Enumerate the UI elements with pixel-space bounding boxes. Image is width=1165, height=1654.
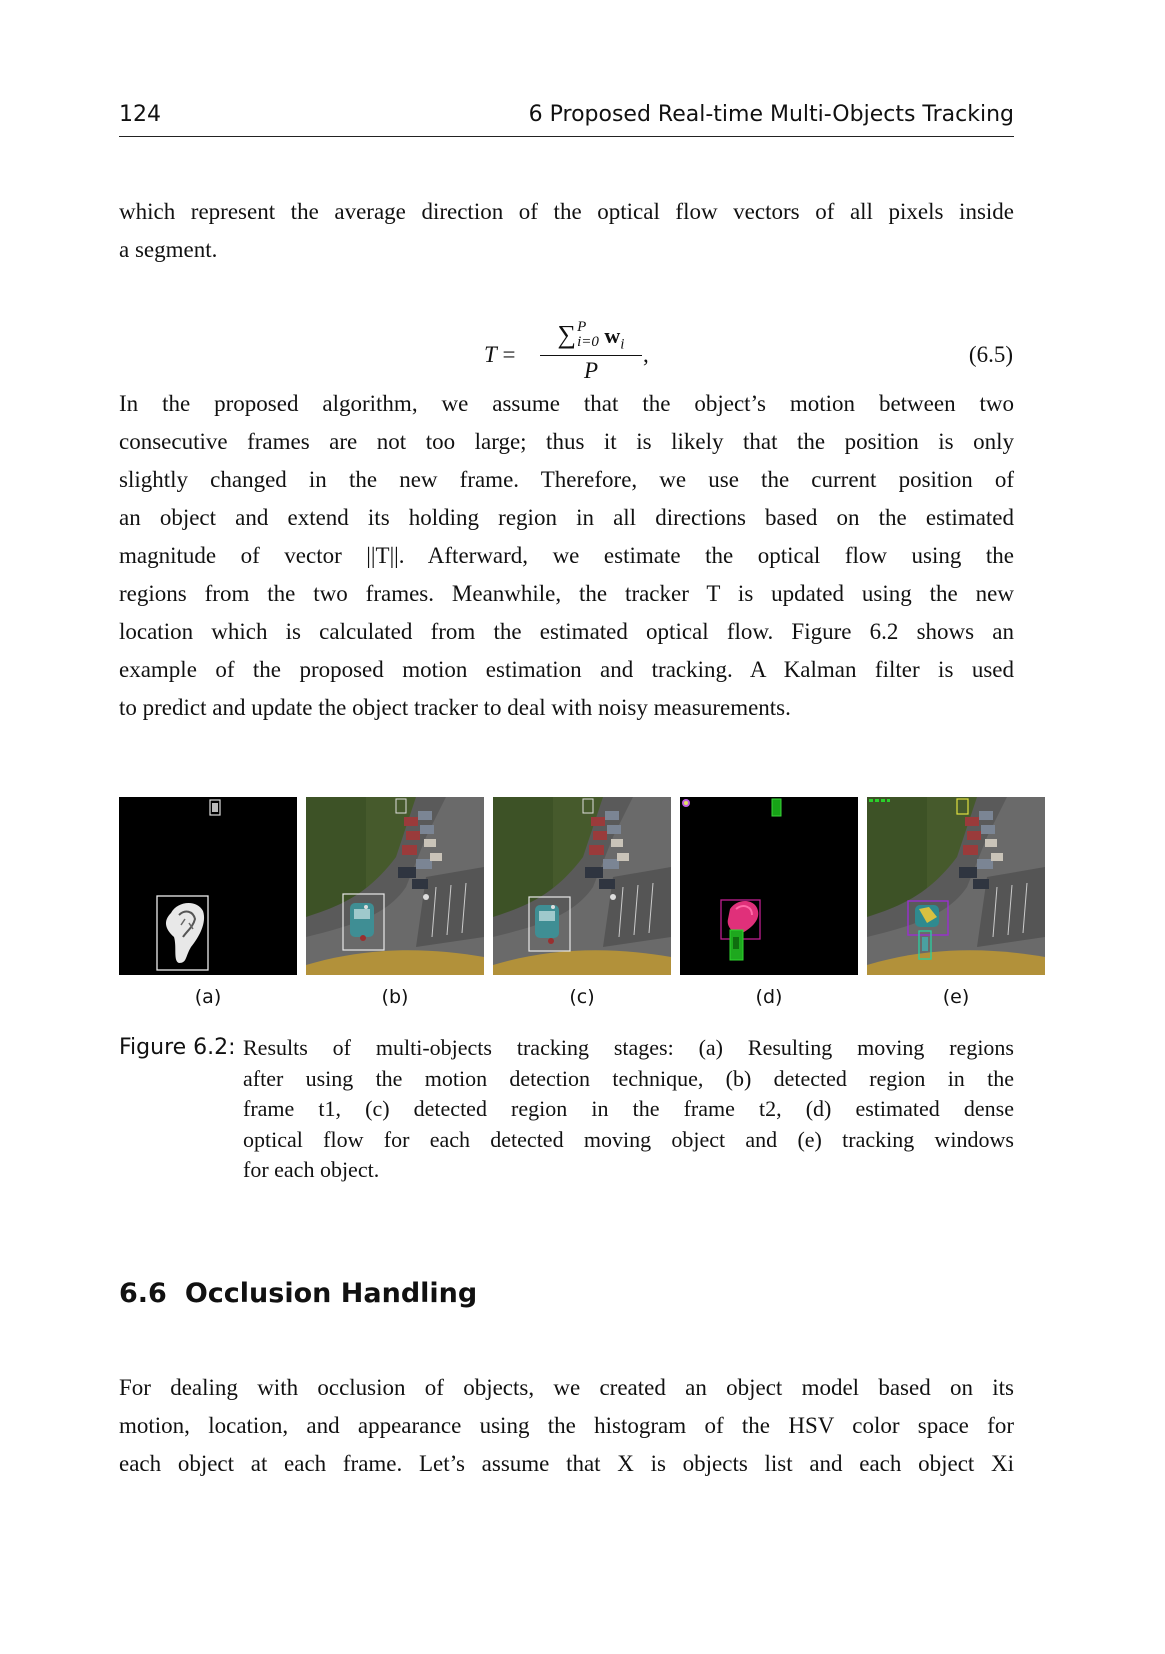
text-line: motion, location, and appearance using the histogram of the HSV color space for [119, 1413, 1014, 1438]
paragraph-intro [119, 193, 1014, 269]
sublabel-b: (b) [381, 986, 409, 1008]
panel-a-motion-mask [119, 797, 297, 975]
text-line: For dealing with occlusion of objects, we created an object model based on its [119, 1375, 1014, 1400]
sublabel-a: (a) [194, 986, 222, 1008]
equation-number: (6.5) [968, 342, 1013, 367]
text-line: magnitude of vector ||T||. Afterward, we estimate the optical flow using the [119, 543, 1014, 568]
equation-lhs: T = [484, 342, 516, 367]
text-line: an object and extend its holding region in all directions based on the estimated [119, 505, 1014, 530]
caption-line: after using the motion detection technique, (b) detected region in the [243, 1065, 1014, 1091]
caption-line: for each object. [243, 1157, 380, 1182]
fraction-bar [540, 355, 642, 356]
sum-lower: i=0 [577, 334, 599, 350]
text-line: which represent the average direction of the optical flow vectors of all pixels inside [119, 199, 1014, 224]
section-number: 6.6 [119, 1278, 167, 1309]
figure-6-2 [119, 797, 1049, 975]
sublabel-d: (d) [755, 986, 783, 1008]
summand: w [604, 323, 621, 348]
page-number: 124 [119, 102, 161, 127]
sublabel-c: (c) [569, 986, 595, 1008]
text-line: consecutive frames are not too large; thus it is likely that the position is only [119, 429, 1014, 454]
equation-comma: , [643, 342, 649, 367]
section-title: Occlusion Handling [184, 1278, 478, 1309]
panel-c-frame-t2 [493, 797, 671, 975]
sum-upper: P [577, 319, 587, 335]
caption-line: frame t1, (c) detected region in the frame t2, (d) estimated dense [243, 1096, 1014, 1121]
equation-fraction [540, 320, 642, 384]
sum-symbol: ∑ [557, 320, 577, 349]
section-heading [119, 1278, 477, 1309]
text-line: each object at each frame. Let’s assume that X is objects list and each object Xi [119, 1451, 1014, 1476]
caption-text [243, 1033, 1014, 1186]
page-header [119, 100, 1014, 137]
sublabel-e: (e) [942, 986, 970, 1008]
caption-line: optical flow for each detected moving object and (e) tracking windows [243, 1126, 1014, 1152]
panel-b-frame-t1 [306, 797, 484, 975]
text-line: slightly changed in the new frame. Therefore, we use the current position of [119, 467, 1014, 492]
panel-e-tracking-windows [867, 797, 1045, 975]
text-line: In the proposed algorithm, we assume that the object’s motion between two [119, 391, 1014, 416]
caption-line: Results of multi-objects tracking stages: (a) Resulting moving regions [243, 1035, 1014, 1060]
paragraph-occlusion [119, 1369, 1014, 1483]
paragraph-motion [119, 385, 1014, 727]
summand-subscript: i [620, 336, 625, 353]
caption-label: Figure 6.2: [119, 1035, 236, 1060]
panel-d-optical-flow [680, 797, 858, 975]
equation-6-5 [0, 320, 1165, 390]
text-line: a segment. [119, 237, 218, 262]
text-line: regions from the two frames. Meanwhile, the tracker T is updated using the new [119, 581, 1014, 606]
text-line: location which is calculated from the estimated optical flow. Figure 6.2 shows an [119, 619, 1014, 644]
equation-denominator: P [583, 358, 599, 384]
text-line: example of the proposed motion estimation and tracking. A Kalman filter is used [119, 657, 1014, 682]
text-line: to predict and update the object tracker to deal with noisy measurements. [119, 695, 791, 720]
equation-numerator [540, 320, 642, 354]
running-title: 6 Proposed Real-time Multi-Objects Tracking [528, 102, 1014, 127]
